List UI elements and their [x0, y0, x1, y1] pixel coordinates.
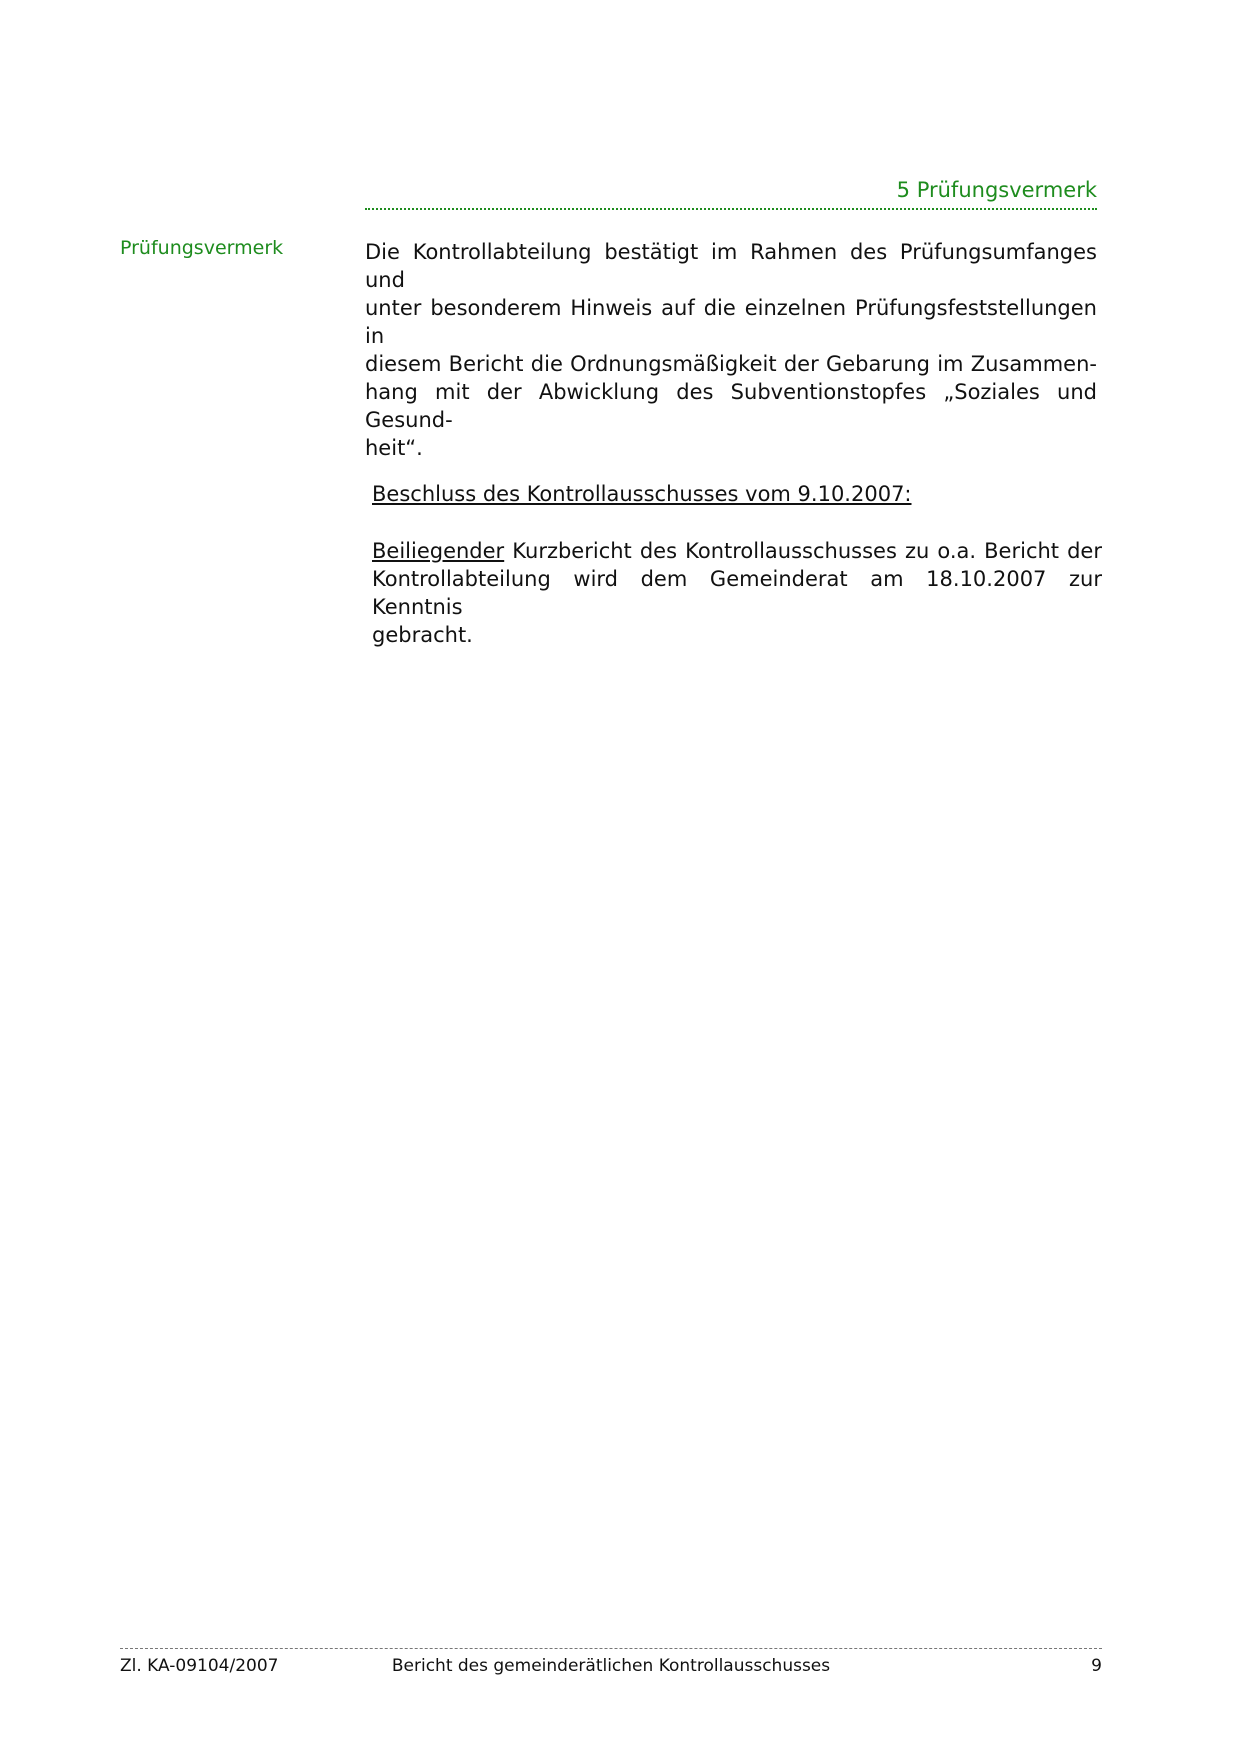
- paragraph-line: heit“.: [365, 436, 423, 460]
- decision-line: gebracht.: [372, 623, 473, 647]
- margin-note: Prüfungsvermerk: [120, 237, 284, 259]
- decision-line: Kontrollabteilung wird dem Gemeinderat am 18.10.2007 zur Kenntnis: [372, 567, 1102, 619]
- decision-line-rest: Kurzbericht des Kontrollausschusses zu o.a. Bericht der: [504, 539, 1102, 563]
- footer-reference: Zl. KA-09104/2007: [120, 1656, 279, 1676]
- paragraph-line: diesem Bericht die Ordnungsmäßigkeit der Gebarung im Zusammen-: [365, 352, 1097, 376]
- paragraph-line: hang mit der Abwicklung des Subventionstopfes „Soziales und Gesund-: [365, 380, 1097, 432]
- decision-line: [372, 537, 1102, 565]
- decision-heading: Beschluss des Kontrollausschusses vom 9.10.2007:: [372, 482, 912, 506]
- paragraph-line: unter besonderem Hinweis auf die einzelnen Prüfungsfeststellungen in: [365, 296, 1097, 348]
- page-number: 9: [1091, 1656, 1102, 1676]
- footer-divider: [120, 1648, 1102, 1649]
- footer-title: Bericht des gemeinderätlichen Kontrollausschusses: [391, 1656, 831, 1676]
- chapter-heading: 5 Prüfungsvermerk: [365, 178, 1097, 210]
- audit-opinion-paragraph: [365, 238, 1097, 462]
- paragraph-line: Die Kontrollabteilung bestätigt im Rahmen des Prüfungsumfanges und: [365, 240, 1097, 292]
- decision-first-word: Beiliegender: [372, 539, 505, 563]
- decision-paragraph: [372, 537, 1102, 649]
